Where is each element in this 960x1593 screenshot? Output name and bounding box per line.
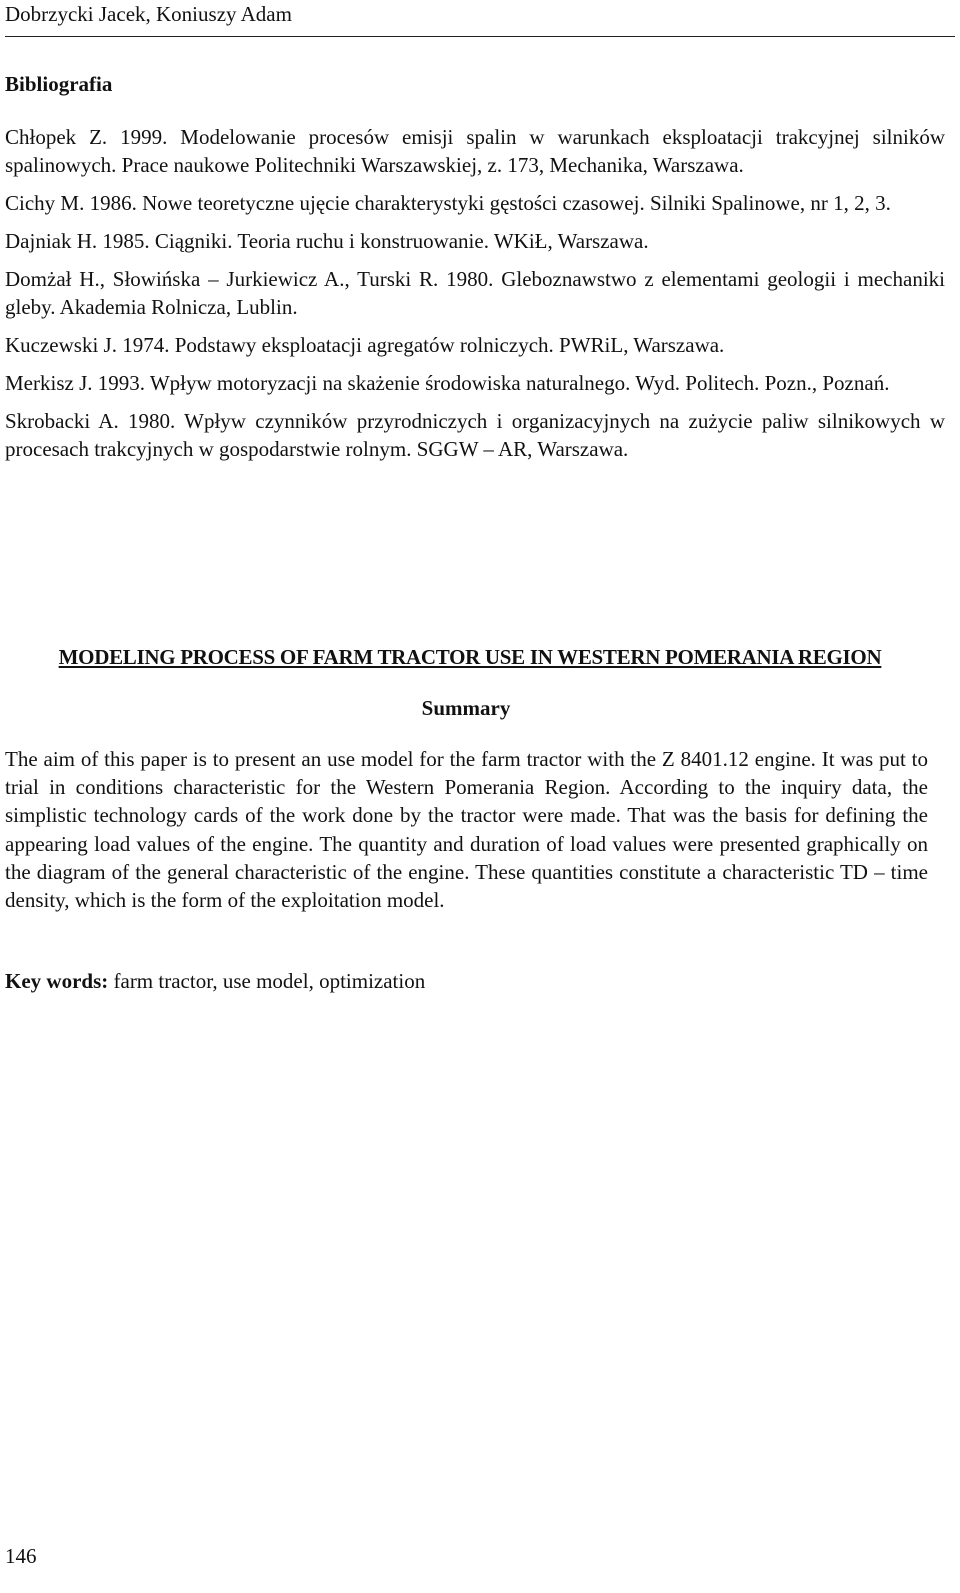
english-title: MODELING PROCESS OF FARM TRACTOR USE IN WESTERN POMERANIA REGION [58,645,882,669]
bibliography-heading: Bibliografia [5,72,113,96]
bibliography-entry: Domżał H., Słowińska – Jurkiewicz A., Turski R. 1980. Gleboznawstwo z elementami geologii i mechaniki gleby. Akademia Rolnicza, Lublin. [5,267,945,319]
keywords-label: Key words: [5,969,109,993]
keywords [5,967,425,995]
page-number: 146 [5,1544,37,1568]
summary-body: The aim of this paper is to present an use model for the farm tractor with the Z 8401.12 engine. It was put to trial in conditions characteristic for the Western Pomerania Region. According to the inquiry data, the simplistic technology cards of the work done by the tractor were made. That was the basis for defining the appearing load values of the engine. The quantity and duration of load values were presented graphically on the diagram of the general characteristic of the engine. These quantities constitute a characteristic TD – time density, which is the form of the exploitation model. [5,747,928,913]
bibliography-entry: Merkisz J. 1993. Wpływ motoryzacji na skażenie środowiska naturalnego. Wyd. Politech. Pozn., Poznań. [5,371,890,395]
header-authors: Dobrzycki Jacek, Koniuszy Adam [5,2,292,26]
bibliography-entry: Dajniak H. 1985. Ciągniki. Teoria ruchu i konstruowanie. WKiŁ, Warszawa. [5,229,649,253]
bibliography-entry: Cichy M. 1986. Nowe teoretyczne ujęcie charakterystyki gęstości czasowej. Silniki Spalinowe, nr 1, 2, 3. [5,191,891,215]
bibliography-list [5,123,945,473]
page-header [5,0,955,37]
bibliography-entry: Kuczewski J. 1974. Podstawy eksploatacji agregatów rolniczych. PWRiL, Warszawa. [5,333,725,357]
bibliography-entry: Chłopek Z. 1999. Modelowanie procesów emisji spalin w warunkach eksploatacji trakcyjnej silników spalinowych. Prace naukowe Politechniki Warszawskiej, z. 173, Mechanika, Warszawa. [5,125,945,177]
keywords-value: farm tractor, use model, optimization [108,969,426,993]
bibliography-entry: Skrobacki A. 1980. Wpływ czynników przyrodniczych i organizacyjnych na zużycie paliw silnikowych w procesach trakcyjnych w gospodarstwie rolnym. SGGW – AR, Warszawa. [5,409,945,461]
summary-heading: Summary [421,696,511,720]
